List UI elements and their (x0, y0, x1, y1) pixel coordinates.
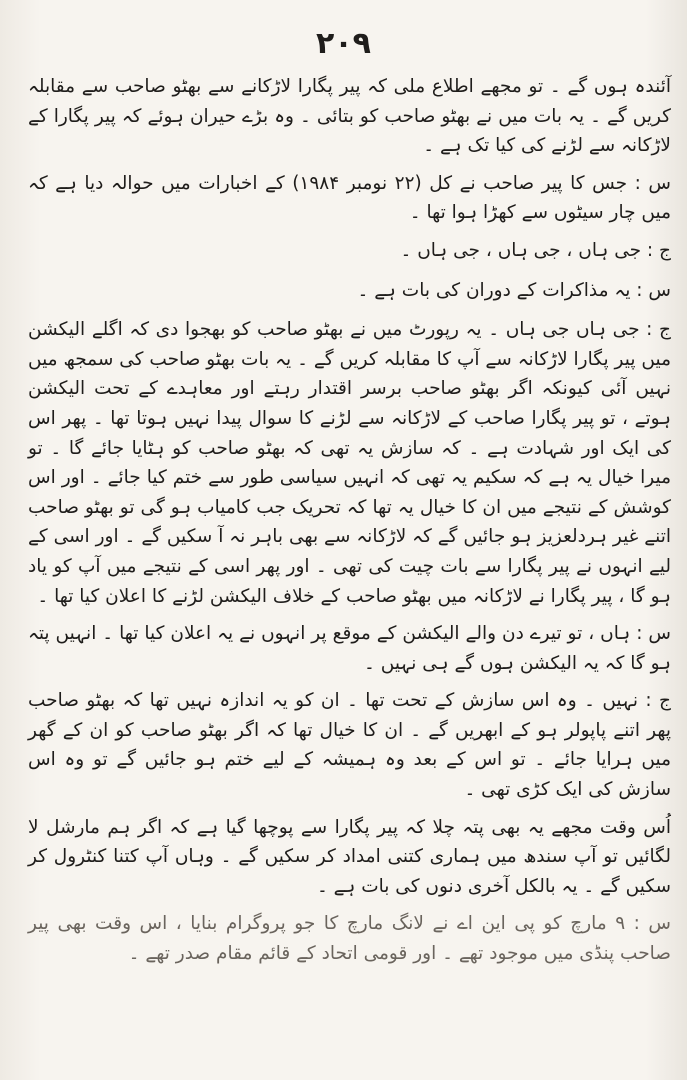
answer-paragraph: ج : جی ہاں ، جی ہاں ، جی ہاں ۔ (400, 239, 671, 261)
paragraph: اُس وقت مجھے یہ بھی پتہ چلا کہ پیر پگارا سے پوچھا گیا ہے کہ اگر ہم مارشل لا لگائیں تو آپ سندھ میں ہماری کتنی امداد کر سکیں گے ۔ وہاں آپ کتنا کنٹرول کر سکیں گے ۔ یہ بالکل آخری دنوں کی بات ہے ۔ (28, 816, 671, 897)
question-paragraph: س : ۹ مارچ کو پی این اے نے لانگ مارچ کا جو پروگرام بنایا ، اس وقت بھی پیر صاحب پنڈی میں موجود تھے ۔ اور قومی اتحاد کے قائم مقام صدر تھے ۔ (28, 913, 671, 965)
answer-paragraph: ج : نہیں ۔ وہ اس سازش کے تحت تھا ۔ ان کو یہ اندازہ نہیں تھا کہ بھٹو صاحب پھر اتنے پاپولر ہو کے ابھریں گے ۔ ان کا خیال تھا کہ اگر بھٹو صاحب کو ان کے گھر میں ہرایا جائے ۔ تو اس کے بعد وہ ہمیشہ کے لیے ختم ہو جائیں گے تو وہ اس سازش کی ایک کڑی تھی ۔ (28, 690, 671, 801)
paragraph: آئندہ ہوں گے ۔ تو مجھے اطلاع ملی کہ پیر پگارا لاڑکانے سے بھٹو صاحب سے مقابلہ کریں گے ۔ یہ بات میں نے بھٹو صاحب کو بتائی ۔ وہ بڑے حیران ہوئے کہ پیر پگارا کے لاڑکانہ سے لڑنے کی کیا تک ہے ۔ (28, 76, 671, 157)
question-paragraph: س : جس کا پیر صاحب نے کل (۲۲ نومبر ۱۹۸۴) کے اخبارات میں حوالہ دیا ہے کہ میں چار سیٹوں سے کھڑا ہوا تھا ۔ (28, 172, 671, 224)
question-paragraph: س : ہاں ، تو تیرے دن والے الیکشن کے موقع پر انہوں نے یہ اعلان کیا تھا ۔ انہیں پتہ ہو گا کہ یہ الیکشن ہوں گے ہی نہیں ۔ (28, 623, 671, 674)
answer-paragraph: ج : جی ہاں جی ہاں ۔ یہ رپورٹ میں نے بھٹو صاحب کو بھجوا دی کہ اگلے الیکشن میں پیر پگارا لاڑکانہ سے آپ کا مقابلہ کریں گے ۔ یہ بات بھٹو صاحب کی سمجھ میں نہیں آئی کیونکہ اگر بھٹو صاحب برسر اقتدار رہتے اور معاہدے کے تحت الیکشن ہوتے ، تو پیر پگارا صاحب کے لاڑکانہ سے لڑنے کا سوال پیدا نہیں ہوتا تھا ۔ پھر اس کی ایک اور شہادت ہے ۔ کہ سازش یہ تھی کہ بھٹو صاحب کو ہٹایا جائے گا ۔ تو میرا خیال یہ ہے کہ سکیم یہ تھی کہ انہیں سیاسی طور سے ختم کیا جائے ۔ اور اس کوشش کے نتیجے میں ان کا خیال یہ تھا کہ تحریک جب کامیاب ہو گی تو بھٹو صاحب اتنے غیر ہردلعزیز ہو جائیں گے کہ لاڑکانہ سے بھی باہر نہ آ سکیں گے ۔ اور اسی کے لیے انہوں نے پیر پگارا سے بات چیت کی تھی ۔ اور پھر اسی کے نتیجے میں آپ کو یاد ہو گا ، پیر پگارا نے لاڑکانہ میں بھٹو صاحب کے خلاف الیکشن لڑنے کا اعلان کیا تھا ۔ (28, 319, 671, 607)
question-paragraph: س : یہ مذاکرات کے دوران کی بات ہے ۔ (357, 279, 671, 301)
page-number: ۲۰۹ (316, 26, 371, 61)
page-text (28, 72, 671, 977)
